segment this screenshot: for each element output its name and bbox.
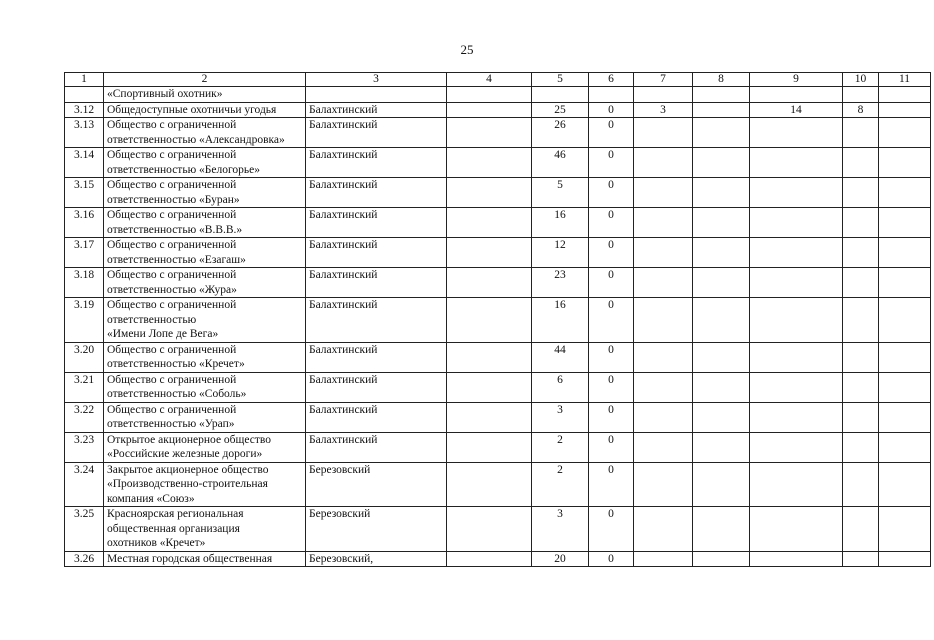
table-row [65,118,931,148]
table-row [65,507,931,552]
col4-cell [447,342,532,372]
district-cell: Балахтинский [306,372,447,402]
district-cell: Балахтинский [306,298,447,343]
col4-cell [447,298,532,343]
row-number-cell: 3.24 [65,462,104,507]
row-number-cell: 3.13 [65,118,104,148]
table-row [65,342,931,372]
col9-value-cell [750,298,843,343]
col10-value-cell: 8 [843,102,879,118]
col8-value-cell [693,118,750,148]
row-number-cell: 3.26 [65,551,104,567]
row-number-cell: 3.22 [65,402,104,432]
organization-name-cell: Открытое акционерное общество «Российские железные дороги» [104,432,306,462]
col11-value-cell [879,208,931,238]
organization-name-cell: Общество с ограниченной ответственностью «Жура» [104,268,306,298]
row-number-cell [65,87,104,103]
col8-value-cell [693,372,750,402]
col5-value-cell: 16 [532,208,589,238]
col5-value-cell: 46 [532,148,589,178]
col8-value-cell [693,87,750,103]
col7-value-cell [634,238,693,268]
col7-value-cell [634,402,693,432]
col9-value-cell [750,507,843,552]
organization-name-cell: Общество с ограниченной ответственностью «Белогорье» [104,148,306,178]
col10-value-cell [843,87,879,103]
col4-cell [447,148,532,178]
organization-name-cell: Общество с ограниченной ответственностью «Урап» [104,402,306,432]
col9-value-cell [750,268,843,298]
page-number: 25 [460,42,474,57]
col9-value-cell [750,551,843,567]
column-header-7: 7 [634,73,693,87]
col7-value-cell [634,178,693,208]
col8-value-cell [693,298,750,343]
district-cell: Балахтинский [306,402,447,432]
col6-value-cell: 0 [589,298,634,343]
col5-value-cell: 44 [532,342,589,372]
table-row [65,268,931,298]
organization-name-cell: Общество с ограниченной ответственностью «Александровка» [104,118,306,148]
col6-value-cell: 0 [589,372,634,402]
col10-value-cell [843,238,879,268]
col7-value-cell [634,148,693,178]
col9-value-cell [750,208,843,238]
column-header-9: 9 [750,73,843,87]
col8-value-cell [693,551,750,567]
col7-value-cell [634,507,693,552]
col6-value-cell: 0 [589,118,634,148]
col9-value-cell: 14 [750,102,843,118]
col4-cell [447,178,532,208]
column-header-11: 11 [879,73,931,87]
column-header-4: 4 [447,73,532,87]
col11-value-cell [879,402,931,432]
col6-value-cell: 0 [589,342,634,372]
table-row [65,462,931,507]
col4-cell [447,402,532,432]
col8-value-cell [693,402,750,432]
col6-value-cell: 0 [589,102,634,118]
col5-value-cell: 3 [532,402,589,432]
col4-cell [447,102,532,118]
col10-value-cell [843,148,879,178]
table-row [65,402,931,432]
district-cell: Балахтинский [306,102,447,118]
col5-value-cell: 12 [532,238,589,268]
col4-cell [447,238,532,268]
col9-value-cell [750,148,843,178]
district-cell: Березовский, [306,551,447,567]
organization-name-cell: Закрытое акционерное общество «Производственно-строительная компания «Союз» [104,462,306,507]
col9-value-cell [750,87,843,103]
col10-value-cell [843,342,879,372]
col10-value-cell [843,178,879,208]
col10-value-cell [843,462,879,507]
col10-value-cell [843,507,879,552]
row-number-cell: 3.25 [65,507,104,552]
col6-value-cell: 0 [589,432,634,462]
table-body [65,87,931,567]
row-number-cell: 3.20 [65,342,104,372]
col9-value-cell [750,462,843,507]
col7-value-cell [634,298,693,343]
col6-value-cell: 0 [589,178,634,208]
organization-name-cell: Общество с ограниченной ответственностью «Езагаш» [104,238,306,268]
col4-cell [447,118,532,148]
col11-value-cell [879,462,931,507]
col11-value-cell [879,342,931,372]
col11-value-cell [879,118,931,148]
column-header-5: 5 [532,73,589,87]
col7-value-cell [634,87,693,103]
col8-value-cell [693,462,750,507]
district-cell: Балахтинский [306,342,447,372]
col7-value-cell [634,432,693,462]
col11-value-cell [879,148,931,178]
col5-value-cell: 5 [532,178,589,208]
table-row [65,432,931,462]
row-number-cell: 3.16 [65,208,104,238]
col4-cell [447,372,532,402]
col11-value-cell [879,432,931,462]
col9-value-cell [750,118,843,148]
col9-value-cell [750,402,843,432]
table-row [65,208,931,238]
table-row [65,551,931,567]
column-header-2: 2 [104,73,306,87]
table-row [65,102,931,118]
table-row [65,87,931,103]
col11-value-cell [879,298,931,343]
col7-value-cell [634,372,693,402]
col7-value-cell [634,342,693,372]
col11-value-cell [879,372,931,402]
district-cell: Березовский [306,462,447,507]
col8-value-cell [693,268,750,298]
row-number-cell: 3.19 [65,298,104,343]
col8-value-cell [693,507,750,552]
col10-value-cell [843,268,879,298]
col6-value-cell [589,87,634,103]
col6-value-cell: 0 [589,148,634,178]
col4-cell [447,87,532,103]
col8-value-cell [693,178,750,208]
col9-value-cell [750,432,843,462]
col11-value-cell [879,507,931,552]
district-cell: Балахтинский [306,208,447,238]
col7-value-cell [634,268,693,298]
col6-value-cell: 0 [589,268,634,298]
table-row [65,298,931,343]
col11-value-cell [879,268,931,298]
header-row [65,73,931,87]
col10-value-cell [843,208,879,238]
col4-cell [447,507,532,552]
col4-cell [447,551,532,567]
col5-value-cell: 6 [532,372,589,402]
organization-name-cell: Общество с ограниченной ответственностью «Имени Лопе де Вега» [104,298,306,343]
organization-name-cell: Общество с ограниченной ответственностью «Соболь» [104,372,306,402]
row-number-cell: 3.15 [65,178,104,208]
col5-value-cell: 25 [532,102,589,118]
table-row [65,178,931,208]
row-number-cell: 3.18 [65,268,104,298]
col5-value-cell: 26 [532,118,589,148]
col9-value-cell [750,372,843,402]
col6-value-cell: 0 [589,507,634,552]
col7-value-cell [634,118,693,148]
organization-name-cell: Красноярская региональная общественная организация охотников «Кречет» [104,507,306,552]
row-number-cell: 3.14 [65,148,104,178]
col8-value-cell [693,148,750,178]
col8-value-cell [693,208,750,238]
col5-value-cell [532,87,589,103]
col7-value-cell [634,208,693,238]
col6-value-cell: 0 [589,208,634,238]
column-header-1: 1 [65,73,104,87]
table-row [65,372,931,402]
col10-value-cell [843,402,879,432]
col7-value-cell [634,462,693,507]
district-cell: Балахтинский [306,148,447,178]
row-number-cell: 3.12 [65,102,104,118]
col9-value-cell [750,238,843,268]
col9-value-cell [750,342,843,372]
col5-value-cell: 23 [532,268,589,298]
col5-value-cell: 2 [532,462,589,507]
organization-name-cell: Общество с ограниченной ответственностью «В.В.В.» [104,208,306,238]
column-header-3: 3 [306,73,447,87]
col10-value-cell [843,118,879,148]
col11-value-cell [879,551,931,567]
col6-value-cell: 0 [589,551,634,567]
district-cell: Балахтинский [306,238,447,268]
column-header-8: 8 [693,73,750,87]
col6-value-cell: 0 [589,238,634,268]
district-cell: Балахтинский [306,178,447,208]
col8-value-cell [693,102,750,118]
organization-name-cell: Общество с ограниченной ответственностью «Кречет» [104,342,306,372]
row-number-cell: 3.23 [65,432,104,462]
col8-value-cell [693,342,750,372]
col6-value-cell: 0 [589,402,634,432]
col5-value-cell: 16 [532,298,589,343]
col4-cell [447,208,532,238]
col4-cell [447,268,532,298]
col10-value-cell [843,551,879,567]
col8-value-cell [693,238,750,268]
col4-cell [447,432,532,462]
table-row [65,148,931,178]
row-number-cell: 3.17 [65,238,104,268]
col10-value-cell [843,298,879,343]
table-row [65,238,931,268]
col11-value-cell [879,238,931,268]
col4-cell [447,462,532,507]
district-cell: Балахтинский [306,268,447,298]
col5-value-cell: 3 [532,507,589,552]
col7-value-cell: 3 [634,102,693,118]
organization-name-cell: Общедоступные охотничьи угодья [104,102,306,118]
col10-value-cell [843,432,879,462]
col6-value-cell: 0 [589,462,634,507]
row-number-cell: 3.21 [65,372,104,402]
district-cell [306,87,447,103]
district-cell: Березовский [306,507,447,552]
col11-value-cell [879,102,931,118]
column-header-6: 6 [589,73,634,87]
organization-name-cell: «Спортивный охотник» [104,87,306,103]
col11-value-cell [879,178,931,208]
col8-value-cell [693,432,750,462]
organization-name-cell: Местная городская общественная [104,551,306,567]
col10-value-cell [843,372,879,402]
col5-value-cell: 20 [532,551,589,567]
district-cell: Балахтинский [306,432,447,462]
col9-value-cell [750,178,843,208]
column-header-10: 10 [843,73,879,87]
col5-value-cell: 2 [532,432,589,462]
col7-value-cell [634,551,693,567]
col11-value-cell [879,87,931,103]
organization-name-cell: Общество с ограниченной ответственностью «Буран» [104,178,306,208]
district-cell: Балахтинский [306,118,447,148]
document-table [64,72,931,567]
